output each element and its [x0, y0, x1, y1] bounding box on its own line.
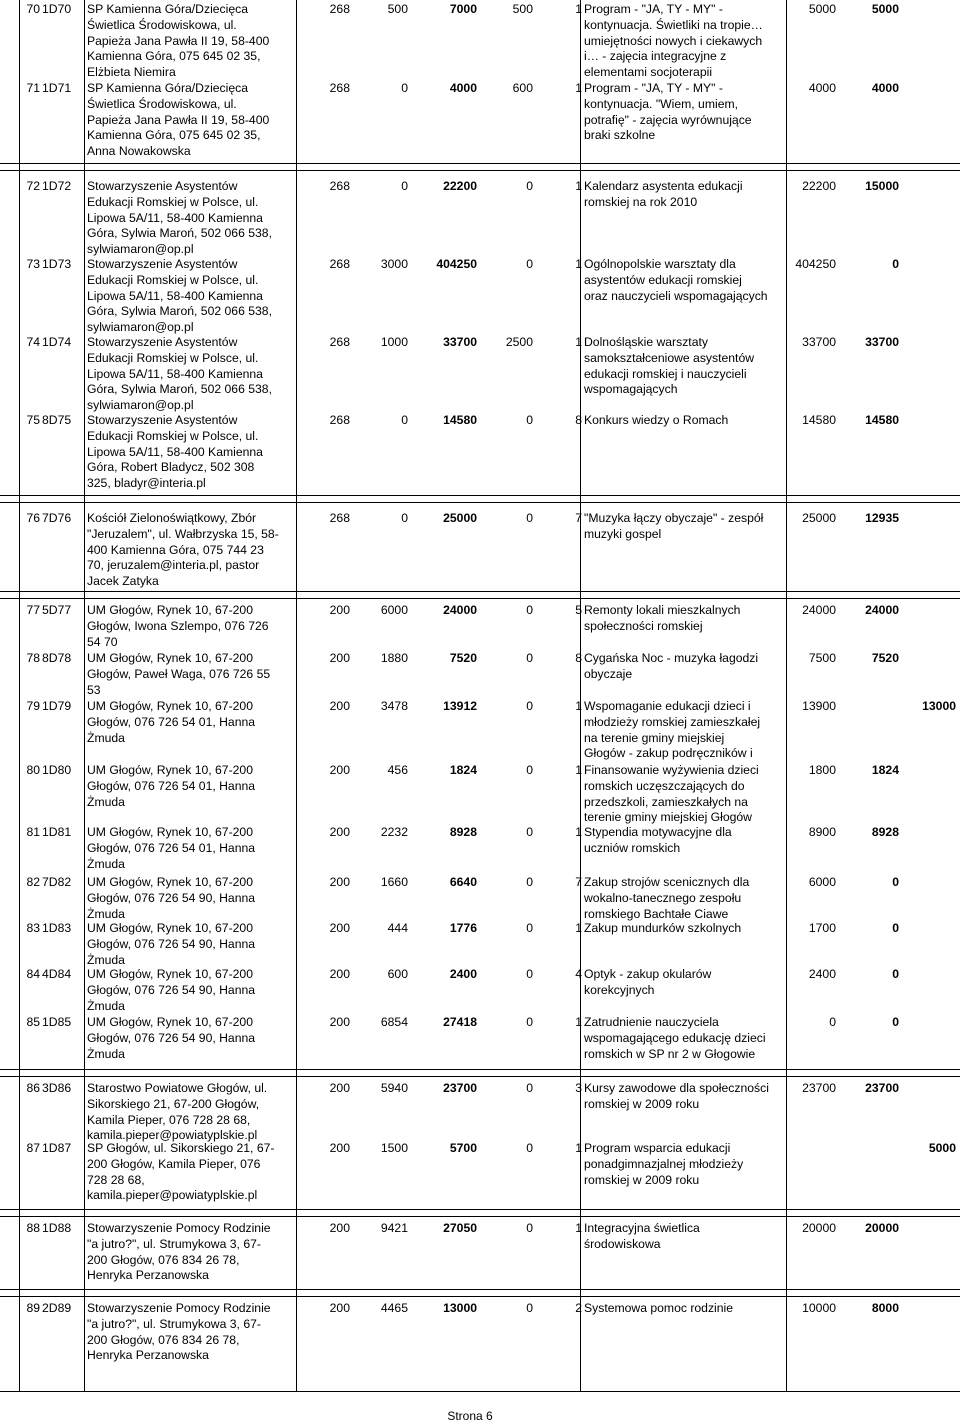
grid-line — [84, 0, 85, 1392]
applicant-cell: Stowarzyszenie Asystentów Edukacji Romskiej w Polsce, ul. Lipowa 5A/11, 58-400 Kamienna Góra, Sylwia Maroń, 502 066 538, sylwiamaron@op.pl — [87, 257, 272, 335]
extra-amount-cell: 13000 — [922, 699, 956, 713]
row-number: 73 — [26, 257, 40, 271]
grid-line — [0, 1076, 960, 1077]
proposed-amount-cell: 23700 — [865, 1081, 899, 1095]
value-cell: 444 — [387, 921, 408, 935]
grid-line — [0, 591, 960, 592]
applicant-cell: Kościół Zielonoświątkowy, Zbór "Jeruzalem", ul. Wałbrzyska 15, 58- 400 Kamienna Góra, 075 744 23 70, jeruzalem@interia.pl, pastor Jacek Zatyka — [87, 511, 279, 589]
value-cell: 4000 — [449, 81, 477, 95]
row-code: 7D76 — [42, 511, 72, 525]
requested-amount-cell: 1700 — [808, 921, 836, 935]
row-number: 76 — [26, 511, 40, 525]
requested-amount-cell: 33700 — [802, 335, 836, 349]
proposed-amount-cell: 0 — [892, 967, 899, 981]
value-cell: 0 — [401, 511, 408, 525]
proposed-amount-cell: 0 — [892, 257, 899, 271]
row-number: 84 — [26, 967, 40, 981]
task-name-cell: Dolnośląskie warsztaty samokształceniowe asystentów edukacji romskiej i nauczycieli wspomagających — [584, 335, 755, 397]
task-name-cell: Program wsparcia edukacji ponadgimnazjalnej młodzieży romskiej w 2009 roku — [584, 1141, 744, 1187]
value-cell: 200 — [329, 651, 350, 665]
requested-amount-cell: 7500 — [808, 651, 836, 665]
task-name-cell: Zatrudnienie nauczyciela wspomagającego edukację dzieci romskich w SP nr 2 w Głogowie — [584, 1015, 766, 1061]
applicant-cell: Stowarzyszenie Pomocy Rodzinie "a jutro?", ul. Strumykowa 3, 67- 200 Głogów, 076 834 26 78, Henryka Perzanowska — [87, 1221, 271, 1283]
grid-line — [0, 502, 960, 503]
requested-amount-cell: 2400 — [808, 967, 836, 981]
requested-amount-cell: 10000 — [802, 1301, 836, 1315]
value-cell: 200 — [329, 825, 350, 839]
value-cell: 1 — [575, 81, 582, 95]
proposed-amount-cell: 12935 — [865, 511, 899, 525]
grid-line — [786, 0, 787, 1392]
value-cell: 1 — [575, 1141, 582, 1155]
grid-line — [0, 170, 960, 171]
value-cell: 8 — [575, 413, 582, 427]
value-cell: 0 — [526, 763, 533, 777]
value-cell: 1824 — [449, 763, 477, 777]
value-cell: 6640 — [449, 875, 477, 889]
value-cell: 2400 — [449, 967, 477, 981]
applicant-cell: UM Głogów, Rynek 10, 67-200 Głogów, 076 726 54 01, Hanna Żmuda — [87, 763, 256, 809]
proposed-amount-cell: 24000 — [865, 603, 899, 617]
value-cell: 200 — [329, 1141, 350, 1155]
applicant-cell: Stowarzyszenie Asystentów Edukacji Romskiej w Polsce, ul. Lipowa 5A/11, 58-400 Kamienna Góra, Robert Bladycz, 502 308 325, bladyr@interia.pl — [87, 413, 263, 491]
requested-amount-cell: 6000 — [808, 875, 836, 889]
applicant-cell: SP Kamienna Góra/Dziecięca Świetlica Środowiskowa, ul. Papieża Jana Pawła II 19, 58-400 Kamienna Góra, 075 645 02 35, Anna Nowakowska — [87, 81, 270, 159]
value-cell: 0 — [526, 1301, 533, 1315]
row-code: 1D74 — [42, 335, 72, 349]
row-code: 1D72 — [42, 179, 72, 193]
value-cell: 5700 — [449, 1141, 477, 1155]
value-cell: 1 — [575, 699, 582, 713]
value-cell: 200 — [329, 967, 350, 981]
task-name-cell: Wspomaganie edukacji dzieci i młodzieży romskiej zamieszkałej na terenie gminy miejskiej Głogów - zakup podręczników i — [584, 699, 761, 761]
value-cell: 268 — [329, 511, 350, 525]
row-number: 85 — [26, 1015, 40, 1029]
grid-line — [0, 495, 960, 496]
value-cell: 500 — [387, 2, 408, 16]
value-cell: 0 — [526, 967, 533, 981]
value-cell: 24000 — [443, 603, 477, 617]
row-code: 1D80 — [42, 763, 72, 777]
task-name-cell: Optyk - zakup okularów korekcyjnych — [584, 967, 712, 997]
task-name-cell: Program - "JA, TY - MY" - kontynuacja. "Wiem, umiem, potrafię" - zajęcia wyrównujące braki szkolne — [584, 81, 752, 143]
value-cell: 7 — [575, 875, 582, 889]
row-code: 2D89 — [42, 1301, 72, 1315]
value-cell: 1 — [575, 335, 582, 349]
value-cell: 200 — [329, 763, 350, 777]
value-cell: 456 — [387, 763, 408, 777]
applicant-cell: UM Głogów, Rynek 10, 67-200 Głogów, 076 726 54 01, Hanna Żmuda — [87, 825, 256, 871]
requested-amount-cell: 14580 — [802, 413, 836, 427]
value-cell: 1 — [575, 825, 582, 839]
value-cell: 2500 — [505, 335, 533, 349]
value-cell: 1 — [575, 763, 582, 777]
row-number: 82 — [26, 875, 40, 889]
proposed-amount-cell: 0 — [892, 1015, 899, 1029]
row-code: 1D73 — [42, 257, 72, 271]
value-cell: 0 — [526, 1015, 533, 1029]
grid-line — [580, 0, 581, 1392]
grid-line — [296, 0, 297, 1392]
grid-line — [0, 1296, 960, 1297]
row-code: 3D86 — [42, 1081, 72, 1095]
row-code: 1D87 — [42, 1141, 72, 1155]
grid-line — [19, 0, 20, 1392]
applicant-cell: SP Głogów, ul. Sikorskiego 21, 67- 200 Głogów, Kamila Pieper, 076 728 28 68, kamila.pieper@powiatyplskie.pl — [87, 1141, 275, 1203]
value-cell: 25000 — [443, 511, 477, 525]
extra-amount-cell: 5000 — [928, 1141, 956, 1155]
grid-line — [0, 1209, 960, 1210]
value-cell: 0 — [526, 1081, 533, 1095]
value-cell: 600 — [512, 81, 533, 95]
grid-line — [0, 1216, 960, 1217]
applicant-cell: UM Głogów, Rynek 10, 67-200 Głogów, 076 726 54 90, Hanna Żmuda — [87, 967, 256, 1013]
task-name-cell: Kursy zawodowe dla społeczności romskiej w 2009 roku — [584, 1081, 769, 1111]
value-cell: 268 — [329, 335, 350, 349]
value-cell: 3 — [575, 1081, 582, 1095]
value-cell: 0 — [526, 511, 533, 525]
value-cell: 27050 — [443, 1221, 477, 1235]
applicant-cell: Stowarzyszenie Asystentów Edukacji Romskiej w Polsce, ul. Lipowa 5A/11, 58-400 Kamienna Góra, Sylwia Maroń, 502 066 538, sylwiamaron@op.pl — [87, 179, 272, 257]
value-cell: 9421 — [380, 1221, 408, 1235]
value-cell: 200 — [329, 1015, 350, 1029]
value-cell: 268 — [329, 179, 350, 193]
task-name-cell: Kalendarz asystenta edukacji romskiej na rok 2010 — [584, 179, 743, 209]
proposed-amount-cell: 5000 — [871, 2, 899, 16]
row-code: 1D88 — [42, 1221, 72, 1235]
grid-line — [0, 163, 960, 164]
value-cell: 268 — [329, 257, 350, 271]
value-cell: 0 — [526, 179, 533, 193]
value-cell: 0 — [526, 921, 533, 935]
requested-amount-cell: 8900 — [808, 825, 836, 839]
grid-line — [0, 1391, 960, 1392]
task-name-cell: Ogólnopolskie warsztaty dla asystentów edukacji romskiej oraz nauczycieli wspomagających — [584, 257, 768, 303]
value-cell: 0 — [401, 81, 408, 95]
value-cell: 13000 — [443, 1301, 477, 1315]
value-cell: 1 — [575, 2, 582, 16]
value-cell: 0 — [401, 413, 408, 427]
value-cell: 2 — [575, 1301, 582, 1315]
value-cell: 0 — [526, 825, 533, 839]
value-cell: 1 — [575, 1221, 582, 1235]
task-name-cell: Konkurs wiedzy o Romach — [584, 413, 729, 427]
task-name-cell: "Muzyka łączy obyczaje" - zespół muzyki gospel — [584, 511, 764, 541]
value-cell: 200 — [329, 1081, 350, 1095]
value-cell: 1 — [575, 257, 582, 271]
value-cell: 600 — [387, 967, 408, 981]
requested-amount-cell: 13900 — [802, 699, 836, 713]
row-code: 1D81 — [42, 825, 72, 839]
value-cell: 1500 — [380, 1141, 408, 1155]
value-cell: 200 — [329, 603, 350, 617]
value-cell: 13912 — [443, 699, 477, 713]
row-number: 74 — [26, 335, 40, 349]
applicant-cell: Stowarzyszenie Asystentów Edukacji Romskiej w Polsce, ul. Lipowa 5A/11, 58-400 Kamienna Góra, Sylwia Maroń, 502 066 538, sylwiamaron@op.pl — [87, 335, 272, 413]
value-cell: 8 — [575, 651, 582, 665]
applicant-cell: UM Głogów, Rynek 10, 67-200 Głogów, 076 726 54 90, Hanna Żmuda — [87, 875, 256, 921]
value-cell: 8928 — [449, 825, 477, 839]
value-cell: 268 — [329, 81, 350, 95]
requested-amount-cell: 24000 — [802, 603, 836, 617]
grid-line — [0, 598, 960, 599]
requested-amount-cell: 404250 — [795, 257, 836, 271]
value-cell: 6854 — [380, 1015, 408, 1029]
row-number: 79 — [26, 699, 40, 713]
applicant-cell: SP Kamienna Góra/Dziecięca Świetlica Środowiskowa, ul. Papieża Jana Pawła II 19, 58-400 Kamienna Góra, 075 645 02 35, Elżbieta Niemira — [87, 2, 270, 80]
row-number: 77 — [26, 603, 40, 617]
page-footer: Strona 6 — [447, 1409, 493, 1423]
value-cell: 0 — [526, 413, 533, 427]
value-cell: 268 — [329, 413, 350, 427]
value-cell: 404250 — [436, 257, 477, 271]
applicant-cell: UM Głogów, Rynek 10, 67-200 Głogów, 076 726 54 01, Hanna Żmuda — [87, 699, 256, 745]
value-cell: 0 — [526, 603, 533, 617]
value-cell: 0 — [526, 699, 533, 713]
value-cell: 33700 — [443, 335, 477, 349]
task-name-cell: Zakup mundurków szkolnych — [584, 921, 742, 935]
value-cell: 1000 — [380, 335, 408, 349]
value-cell: 1880 — [380, 651, 408, 665]
proposed-amount-cell: 14580 — [865, 413, 899, 427]
value-cell: 23700 — [443, 1081, 477, 1095]
requested-amount-cell: 1800 — [808, 763, 836, 777]
row-code: 5D77 — [42, 603, 72, 617]
applicant-cell: UM Głogów, Rynek 10, 67-200 Głogów, 076 726 54 90, Hanna Żmuda — [87, 1015, 256, 1061]
value-cell: 0 — [526, 1141, 533, 1155]
task-name-cell: Finansowanie wyżywienia dzieci romskich uczęszczających do przedszkoli, zamieszkałych na terenie gminy miejskiej Głogów — [584, 763, 759, 825]
row-number: 87 — [26, 1141, 40, 1155]
row-code: 1D71 — [42, 81, 72, 95]
task-name-cell: Integracyjna świetlica środowiskowa — [584, 1221, 700, 1251]
value-cell: 200 — [329, 1221, 350, 1235]
proposed-amount-cell: 0 — [892, 875, 899, 889]
row-number: 80 — [26, 763, 40, 777]
row-code: 1D85 — [42, 1015, 72, 1029]
row-number: 75 — [26, 413, 40, 427]
row-code: 1D70 — [42, 2, 72, 16]
proposed-amount-cell: 8000 — [871, 1301, 899, 1315]
row-number: 88 — [26, 1221, 40, 1235]
row-code: 1D79 — [42, 699, 72, 713]
task-name-cell: Zakup strojów scenicznych dla wokalno-tanecznego zespołu romskiego Bachtałe Ciawe — [584, 875, 750, 921]
value-cell: 4465 — [380, 1301, 408, 1315]
value-cell: 1776 — [449, 921, 477, 935]
task-name-cell: Remonty lokali mieszkalnych społeczności romskiej — [584, 603, 741, 633]
row-number: 78 — [26, 651, 40, 665]
value-cell: 200 — [329, 875, 350, 889]
task-name-cell: Program - "JA, TY - MY" - kontynuacja. Świetliki na tropie… umiejętności nowych i ciekawych i… - zajęcia integracyjne z elementami socjoterapii — [584, 2, 763, 80]
requested-amount-cell: 4000 — [808, 81, 836, 95]
value-cell: 0 — [526, 1221, 533, 1235]
value-cell: 6000 — [380, 603, 408, 617]
value-cell: 0 — [526, 875, 533, 889]
requested-amount-cell: 20000 — [802, 1221, 836, 1235]
applicant-cell: UM Głogów, Rynek 10, 67-200 Głogów, Paweł Waga, 076 726 55 53 — [87, 651, 271, 697]
requested-amount-cell: 25000 — [802, 511, 836, 525]
value-cell: 7520 — [449, 651, 477, 665]
value-cell: 0 — [401, 179, 408, 193]
value-cell: 3478 — [380, 699, 408, 713]
proposed-amount-cell: 8928 — [871, 825, 899, 839]
requested-amount-cell: 22200 — [802, 179, 836, 193]
value-cell: 200 — [329, 699, 350, 713]
grid-line — [0, 1069, 960, 1070]
proposed-amount-cell: 33700 — [865, 335, 899, 349]
value-cell: 1660 — [380, 875, 408, 889]
requested-amount-cell: 5000 — [808, 2, 836, 16]
row-number: 86 — [26, 1081, 40, 1095]
row-number: 83 — [26, 921, 40, 935]
value-cell: 4 — [575, 967, 582, 981]
value-cell: 268 — [329, 2, 350, 16]
value-cell: 22200 — [443, 179, 477, 193]
proposed-amount-cell: 1824 — [871, 763, 899, 777]
row-number: 70 — [26, 2, 40, 16]
row-number: 71 — [26, 81, 40, 95]
value-cell: 27418 — [443, 1015, 477, 1029]
value-cell: 7 — [575, 511, 582, 525]
value-cell: 14580 — [443, 413, 477, 427]
value-cell: 200 — [329, 921, 350, 935]
task-name-cell: Stypendia motywacyjne dla uczniów romskich — [584, 825, 732, 855]
requested-amount-cell: 23700 — [802, 1081, 836, 1095]
row-number: 72 — [26, 179, 40, 193]
value-cell: 1 — [575, 1015, 582, 1029]
grid-line — [0, 1289, 960, 1290]
applicant-cell: Starostwo Powiatowe Głogów, ul. Sikorskiego 21, 67-200 Głogów, Kamila Pieper, 076 728 28 68, kamila.pieper@powiatyplskie.pl — [87, 1081, 268, 1143]
applicant-cell: Stowarzyszenie Pomocy Rodzinie "a jutro?", ul. Strumykowa 3, 67- 200 Głogów, 076 834 26 78, Henryka Perzanowska — [87, 1301, 271, 1363]
value-cell: 0 — [526, 651, 533, 665]
requested-amount-cell: 0 — [829, 1015, 836, 1029]
row-number: 89 — [26, 1301, 40, 1315]
value-cell: 5 — [575, 603, 582, 617]
row-code: 8D75 — [42, 413, 72, 427]
proposed-amount-cell: 0 — [892, 921, 899, 935]
value-cell: 500 — [512, 2, 533, 16]
proposed-amount-cell: 7520 — [871, 651, 899, 665]
value-cell: 200 — [329, 1301, 350, 1315]
row-code: 4D84 — [42, 967, 72, 981]
task-name-cell: Cygańska Noc - muzyka łagodzi obyczaje — [584, 651, 759, 681]
proposed-amount-cell: 4000 — [871, 81, 899, 95]
row-code: 8D78 — [42, 651, 72, 665]
task-name-cell: Systemowa pomoc rodzinie — [584, 1301, 734, 1315]
applicant-cell: UM Głogów, Rynek 10, 67-200 Głogów, Iwona Szlempo, 076 726 54 70 — [87, 603, 269, 649]
value-cell: 1 — [575, 921, 582, 935]
value-cell: 0 — [526, 257, 533, 271]
row-number: 81 — [26, 825, 40, 839]
value-cell: 7000 — [449, 2, 477, 16]
applicant-cell: UM Głogów, Rynek 10, 67-200 Głogów, 076 726 54 90, Hanna Żmuda — [87, 921, 256, 967]
value-cell: 5940 — [380, 1081, 408, 1095]
proposed-amount-cell: 20000 — [865, 1221, 899, 1235]
value-cell: 3000 — [380, 257, 408, 271]
row-code: 7D82 — [42, 875, 72, 889]
row-code: 1D83 — [42, 921, 72, 935]
value-cell: 2232 — [380, 825, 408, 839]
proposed-amount-cell: 15000 — [865, 179, 899, 193]
value-cell: 1 — [575, 179, 582, 193]
